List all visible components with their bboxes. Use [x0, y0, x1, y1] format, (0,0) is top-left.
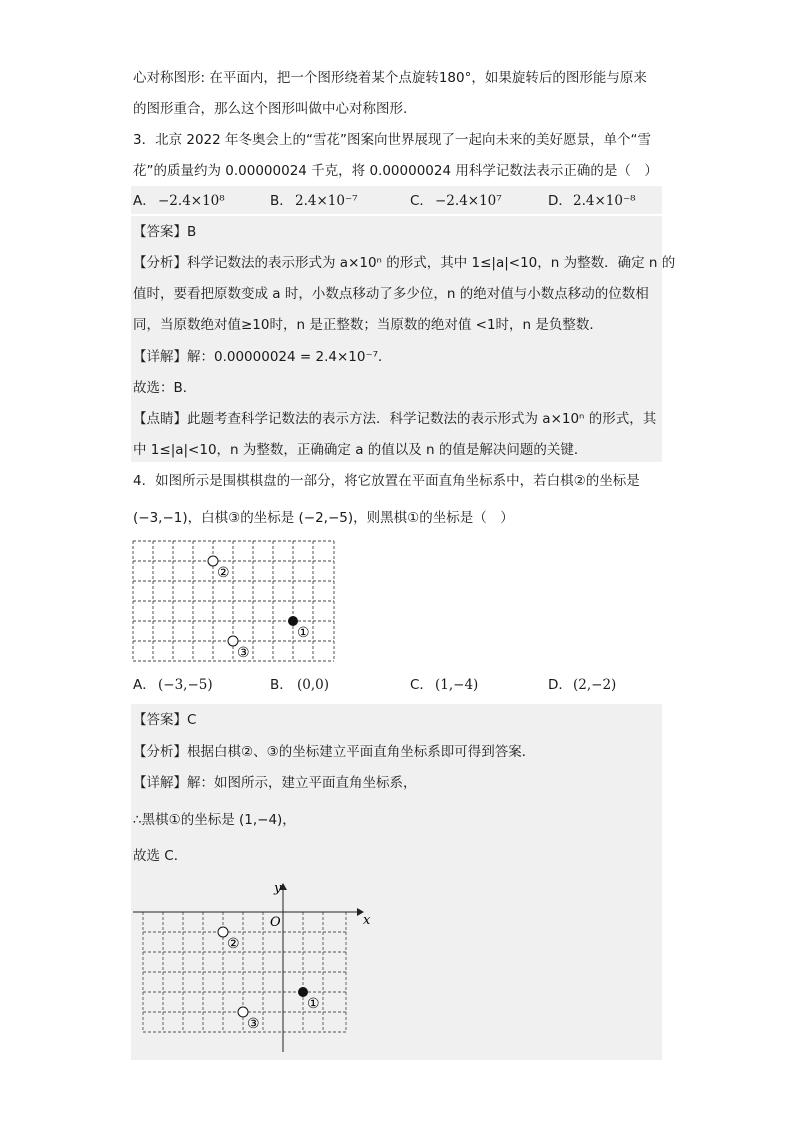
label-3: ③	[247, 1016, 260, 1032]
q3-detail: 【详解】解：0.00000024 = 2.4×10⁻⁷．	[133, 349, 392, 365]
q3-option-d-letter: D．	[548, 193, 572, 209]
q4-option-d-letter: D．	[548, 677, 572, 693]
q4-option-b-text: (0,0)	[297, 677, 330, 693]
intro-line-2: 的图形重合，那么这个图形叫做中心对称图形.	[133, 101, 408, 117]
q3-answer: 【答案】B	[133, 224, 197, 240]
coordinate-figure	[131, 876, 381, 1056]
q3-option-b-text: 2.4×10⁻⁷	[295, 193, 358, 209]
q4-stem-line-1: 4．如图所示是围棋棋盘的一部分，将它放置在平面直角坐标系中，若白棋②的坐标是	[133, 473, 640, 489]
q4-option-c-letter: C．	[410, 677, 433, 693]
q4-option-a-text: (−3,−5)	[158, 677, 213, 693]
q3-analysis-line-1: 【分析】科学记数法的表示形式为 a×10ⁿ 的形式，其中 1≤|a|<10，n 为整数．确定 n 的	[133, 255, 676, 271]
q3-analysis-line-3: 同，当原数绝对值≥10时，n 是正整数；当原数的绝对值 <1时，n 是负整数．	[133, 317, 603, 333]
q4-answer: 【答案】C	[133, 712, 197, 728]
q4-therefore: ∴黑棋①的坐标是 (1,−4)，	[133, 812, 296, 828]
q3-comment-line-1: 【点睛】此题考查科学记数法的表示方法．科学记数法的表示形式为 a×10ⁿ 的形式，其	[133, 411, 657, 427]
q3-option-c-letter: C．	[410, 193, 433, 209]
q4-option-b-letter: B．	[270, 677, 293, 693]
label-1: ①	[307, 996, 320, 1012]
origin-label: O	[270, 915, 281, 930]
q3-choose: 故选：B．	[133, 380, 197, 396]
q4-stem-line-2: (−3,−1)，白棋③的坐标是 (−2,−5)，则黑棋①的坐标是（ ）	[133, 510, 514, 526]
q4-option-a-letter: A．	[133, 677, 156, 693]
go-board-figure	[131, 538, 337, 664]
q3-comment-line-2: 中 1≤|a|<10，n 为整数，正确确定 a 的值以及 n 的值是解决问题的关键．	[133, 442, 588, 458]
label-3: ③	[237, 645, 250, 661]
q3-option-a-letter: A．	[133, 193, 156, 209]
q3-option-b-letter: B．	[270, 193, 293, 209]
x-axis-label: x	[363, 913, 371, 928]
label-1: ①	[297, 625, 310, 641]
label-2: ②	[217, 565, 230, 581]
q4-option-c-text: (1,−4)	[435, 677, 479, 693]
q3-option-a-text: −2.4×10⁸	[158, 193, 225, 209]
q4-option-d-text: (2,−2)	[573, 677, 617, 693]
intro-line-1: 心对称图形: 在平面内，把一个图形绕着某个点旋转180°，如果旋转后的图形能与原来	[133, 70, 647, 86]
q3-stem-line-2: 花”的质量约为 0.00000024 千克，将 0.00000024 用科学记数法表示正确的是（ ）	[133, 163, 658, 179]
y-axis-label: y	[274, 881, 282, 896]
q4-detail: 【详解】解：如图所示，建立平面直角坐标系，	[133, 775, 417, 791]
q3-stem-line-1: 3．北京 2022 年冬奥会上的“雪花”图案向世界展现了一起向未来的美好愿景，单个“雪	[133, 132, 652, 148]
q3-analysis-line-2: 值时，要看把原数变成 a 时，小数点移动了多少位，n 的绝对值与小数点移动的位数相	[133, 286, 649, 302]
q4-analysis: 【分析】根据白棋②、③的坐标建立平面直角坐标系即可得到答案．	[133, 744, 536, 760]
q3-option-c-text: −2.4×10⁷	[435, 193, 502, 209]
q4-choose: 故选 C．	[133, 848, 188, 864]
q3-option-d-text: 2.4×10⁻⁸	[573, 193, 636, 209]
label-2: ②	[227, 936, 240, 952]
